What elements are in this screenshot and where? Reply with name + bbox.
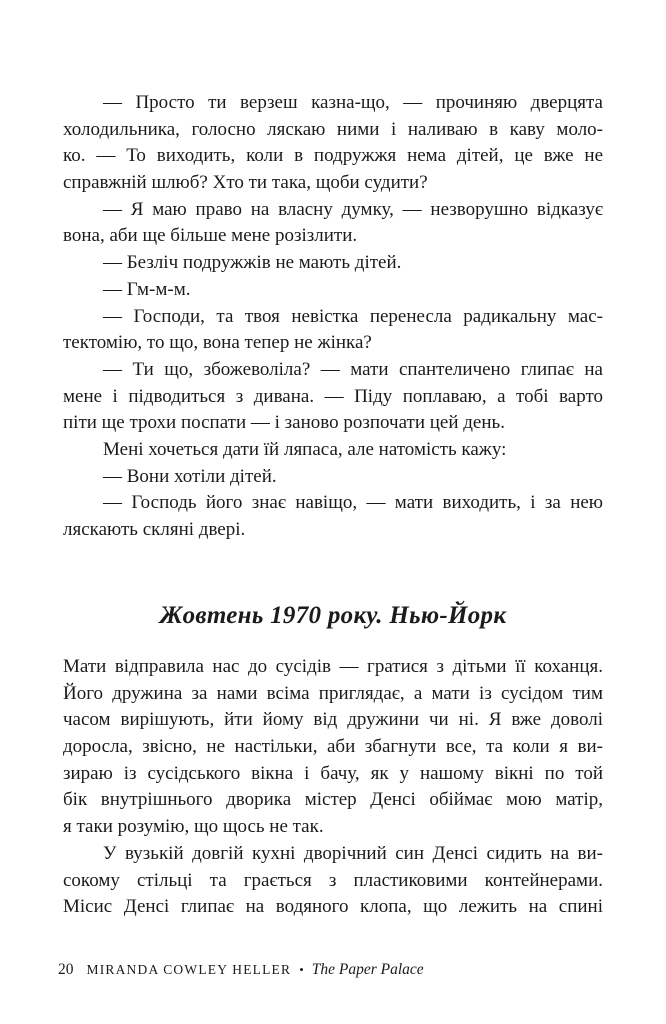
body-line: піти ще трохи поспати — і заново розпочати цей день. <box>63 412 505 434</box>
body-line: — Безліч подружжів не мають дітей. <box>103 252 402 274</box>
body-line: — Ти що, збожеволіла? — мати спантеличено глипає на <box>103 358 603 380</box>
body-line: зираю із сусідського вікна і бачу, як у нашому вікні по той <box>63 762 603 784</box>
body-line: ко. — То виходить, коли в подружжя нема дітей, це вже не <box>63 145 603 167</box>
body-line: сокому стільці та грається з пластиковими контейнерами. <box>63 869 603 891</box>
body-line: — Просто ти верзеш казна-що, — прочиняю дверцята <box>103 92 603 113</box>
body-line: — Гм-м-м. <box>103 278 191 300</box>
body-line: Місис Денсі глипає на водяного клопа, що лежить на спині <box>63 896 603 918</box>
body-line: ляскають скляні двері. <box>63 519 246 540</box>
body-text-block-1 <box>63 90 603 544</box>
body-line: вона, аби ще більше мене розізлити. <box>63 225 358 247</box>
body-line: часом вирішують, йти йому від дружини чи ні. Я вже доволі <box>63 709 603 731</box>
body-line: — Я маю право на власну думку, — незворушно відказує <box>103 198 603 220</box>
body-line: Мати відправила нас до сусідів — гратися з дітьми її коханця. <box>63 656 603 677</box>
body-line: доросла, звісно, не настільки, аби збагнути все, та коли я ви- <box>63 736 603 758</box>
body-line: справжній шлюб? Хто ти така, щоби судити? <box>63 172 428 194</box>
body-line: Його дружина за нами всіма приглядає, а мати із сусідом тим <box>63 682 603 704</box>
body-line: Мені хочеться дати їй ляпаса, але натомість кажу: <box>103 438 507 460</box>
body-line: У вузькій довгій кухні дворічний син Денсі сидить на ви- <box>103 842 603 864</box>
page-number: 20 <box>58 961 74 978</box>
body-line: бік внутрішнього дворика містер Денсі обіймає мою матір, <box>63 789 603 811</box>
body-line: мене і підводиться з дивана. — Піду поплаваю, а тобі варто <box>63 385 603 407</box>
body-line: я таки розумію, що щось не так. <box>63 816 324 838</box>
body-line: тектомію, то що, вона тепер не жінка? <box>63 332 372 354</box>
body-line: холодильника, голосно ляскаю ними і наливаю в каву моло- <box>63 118 603 140</box>
footer-book-title: The Paper Palace <box>311 961 424 978</box>
footer-author: MIRANDA COWLEY HELLER <box>86 962 292 977</box>
footer-separator-bullet: • <box>299 962 304 977</box>
body-line: — Господи, та твоя невістка перенесла радикальну мас- <box>103 305 603 327</box>
section-heading: Жовтень 1970 року. Нью-Йорк <box>159 602 507 629</box>
body-line: — Господь його знає навіщо, — мати виходить, і за нею <box>103 492 603 514</box>
page-footer <box>58 961 618 979</box>
body-line: — Вони хотіли дітей. <box>103 465 277 487</box>
body-text-block-2 <box>63 654 603 921</box>
